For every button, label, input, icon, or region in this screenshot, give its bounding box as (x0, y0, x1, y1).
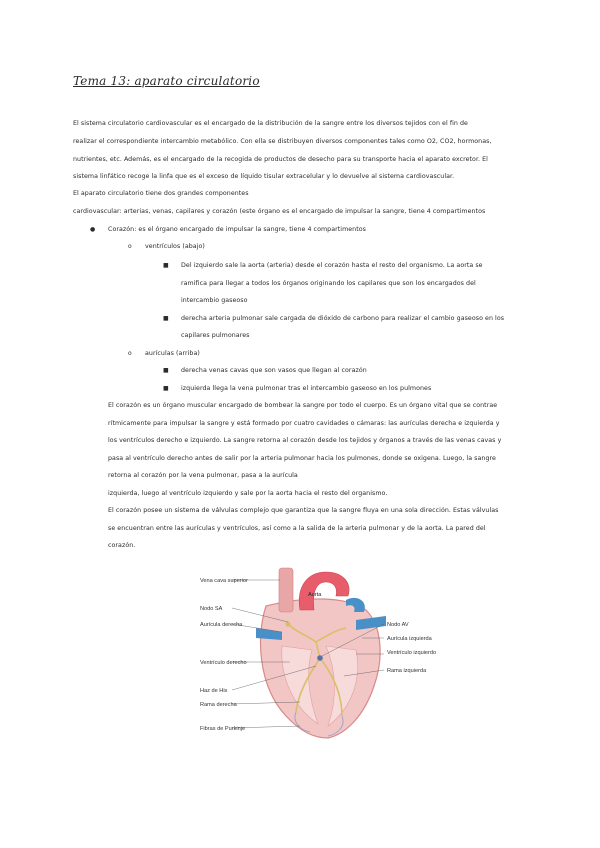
list-item: izquierda llega la vena pulmonar tras el intercambio gaseoso en los pulmones (181, 385, 432, 392)
intro-line: sistema linfático recoge la linfa que es el exceso de líquido tisular extracelular y lo devuelve al sistema cardiovascular. (73, 173, 455, 180)
bullet-square-icon: ■ (163, 385, 169, 392)
list-item: derecha venas cavas que son vasos que llegan al corazón (181, 367, 367, 374)
sa-node-shape (285, 621, 290, 626)
heart-conduction-diagram (196, 566, 460, 744)
body-line: corazón. (108, 542, 136, 549)
list-item: ramifica para llegar a todos los órganos originando los capilares que son los encargados del (181, 280, 476, 287)
list-item: ventrículos (abajo) (145, 243, 205, 250)
label-ventriculo-izquierdo: Ventrículo izquierdo (387, 650, 437, 656)
label-auricula-derecha: Aurícula derecha (200, 622, 243, 628)
label-fibras-de-purkinje: Fibras de Purkinje (200, 726, 246, 732)
label-vena-cava-superior: Vena cava superior (200, 578, 248, 584)
intro-line: El sistema circulatorio cardiovascular es el encargado de la distribución de la sangre entre los diversos tejidos con el fin de (73, 120, 468, 127)
body-line: El corazón es un órgano muscular encargado de bombear la sangre por todo el cuerpo. Es un órgano vital que se contrae (108, 402, 498, 409)
body-line: El corazón posee un sistema de válvulas complejo que garantiza que la sangre fluya en una sola dirección. Estas válvulas (108, 507, 499, 514)
bullet-square-icon: ■ (163, 262, 169, 269)
list-item: Corazón: es el órgano encargado de impulsar la sangre, tiene 4 compartimentos (108, 226, 366, 233)
list-item: derecha arteria pulmonar sale cargada de dióxido de carbono para realizar el cambio gaseoso en los (181, 315, 505, 322)
list-item: capilares pulmonares (181, 332, 250, 339)
bullet-circle-icon: o (128, 350, 132, 357)
intro-line: cardiovascular: arterias, venas, capilares y corazón (este órgano es el encargado de impulsar la sangre, tiene 4 compartimentos (73, 208, 486, 215)
list-item: intercambio gaseoso (181, 297, 248, 304)
intro-line: realizar el correspondiente intercambio metabólico. Con ella se distribuyen diversos componentes tales como O2, CO2, hormonas, (73, 138, 492, 145)
label-rama-izquierda: Rama izquierda (387, 668, 427, 674)
body-line: izquierda, luego al ventrículo izquierdo y sale por la aorta hacia el resto del organismo. (108, 490, 388, 497)
bullet-circle-icon: o (128, 243, 132, 250)
bullet-square-icon: ■ (163, 315, 169, 322)
body-line: retorna al corazón por la vena pulmonar, pasa a la aurícula (108, 472, 298, 479)
label-ventriculo-derecho: Ventrículo derecho (200, 660, 247, 666)
body-line: pasa al ventrículo derecho antes de salir por la arteria pulmonar hacia los pulmones, donde se oxigena. Luego, la sangre (108, 455, 496, 462)
label-rama-derecha: Rama derecha (200, 702, 237, 708)
list-item: Del izquierdo sale la aorta (arteria) desde el corazón hasta el resto del organismo. La aorta se (181, 262, 483, 269)
bullet-square-icon: ■ (163, 367, 169, 374)
label-haz-de-his: Haz de His (200, 688, 228, 694)
vena-cava-shape (279, 568, 293, 612)
intro-line: El aparato circulatorio tiene dos grandes componentes (73, 190, 249, 197)
bullet-disc-icon: ● (90, 226, 96, 233)
body-line: rítmicamente para impulsar la sangre y está formado por cuatro cavidades o cámaras: las aurículas derecha e izquierda y (108, 420, 500, 427)
label-auricula-izquierda: Aurícula izquierda (387, 636, 432, 642)
body-line: los ventrículos derecho e izquierdo. La sangre retorna al corazón desde los tejidos y órganos a través de las venas cavas y (108, 437, 502, 444)
page-title: Tema 13: aparato circulatorio (73, 74, 260, 88)
body-line: se encuentran entre las aurículas y ventrículos, así como a la salida de la arteria pulmonar y de la aorta. La pared del (108, 525, 486, 532)
label-nodo-sa: Nodo SA (200, 606, 223, 612)
av-node-shape (317, 655, 323, 661)
intro-line: nutrientes, etc. Además, es el encargado de la recogida de productos de desecho para su transporte hacia el aparato excretor. El (73, 156, 488, 163)
aorta-label: Aorta (308, 592, 322, 598)
list-item: aurículas (arriba) (145, 350, 200, 357)
label-nodo-av: Nodo AV (387, 622, 409, 628)
